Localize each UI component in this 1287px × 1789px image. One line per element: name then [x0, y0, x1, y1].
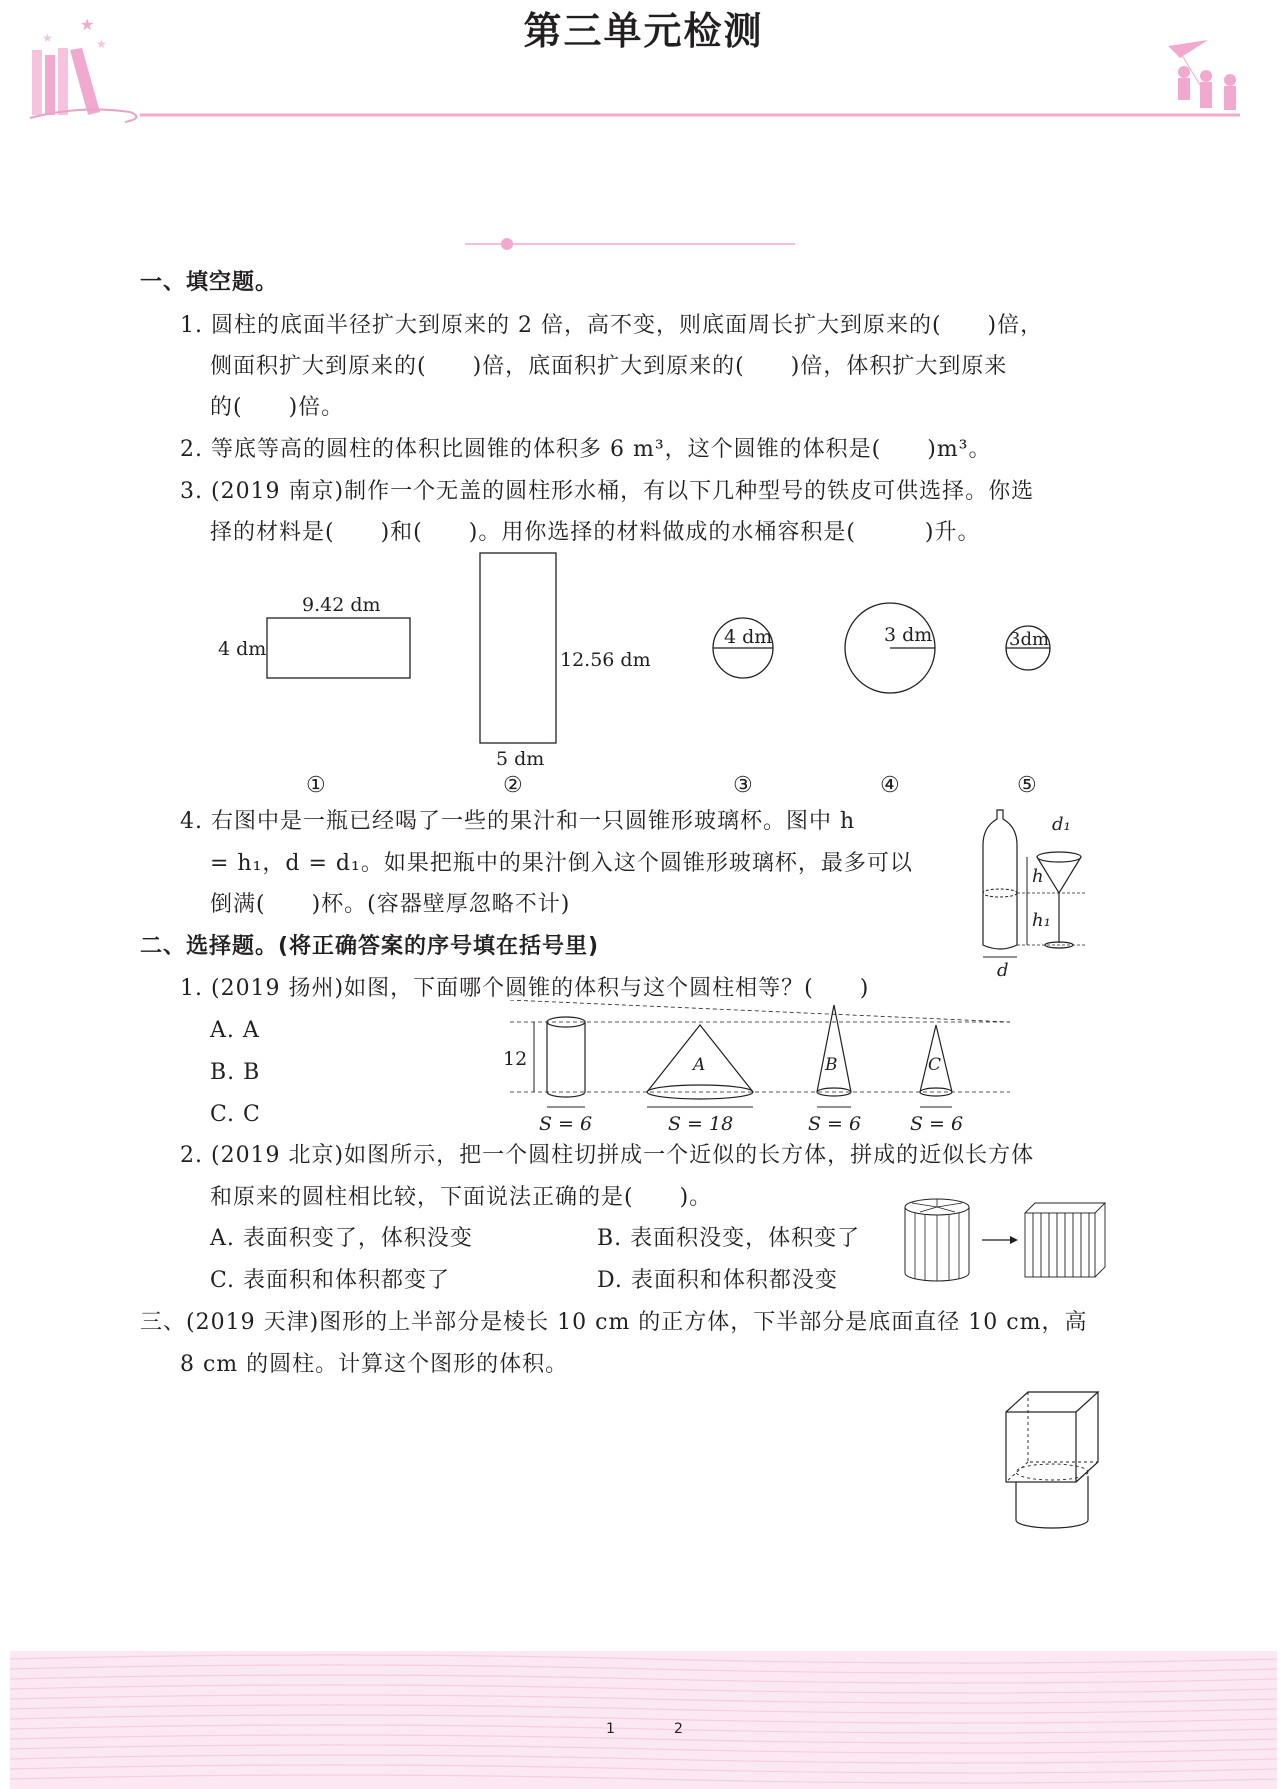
q1-line2: 侧面积扩大到原来的( )倍，底面积扩大到原来的( )倍，体积扩大到原来	[210, 354, 1008, 379]
cone-a-label: A	[693, 1055, 706, 1075]
svg-text:★: ★	[42, 31, 53, 45]
material-rect-1	[267, 618, 410, 678]
figure-number-2: ②	[503, 773, 523, 798]
rect2-width-label: 5 dm	[496, 748, 545, 770]
cylinder-shape	[547, 1017, 585, 1107]
q4-line2: = h₁，d = d₁。如果把瓶中的果汁倒入这个圆锥形玻璃杯，最多可以	[210, 851, 913, 876]
q4-line3: 倒满( )杯。(容器壁厚忽略不计)	[210, 892, 571, 917]
rect2-height-label: 12.56 dm	[560, 649, 651, 671]
footer-background	[10, 1651, 1277, 1789]
cone-b-label: B	[825, 1055, 838, 1075]
cone-c-label: C	[928, 1055, 942, 1075]
q1-line3: 的( )倍。	[210, 395, 345, 420]
s2-q2-line1: 2. (2019 北京)如图所示，把一个圆柱切拼成一个近似的长方体，拼成的近似长方体	[180, 1143, 1035, 1168]
figure-number-5: ⑤	[1017, 773, 1037, 798]
section2-heading: 二、选择题。(将正确答案的序号填在括号里)	[140, 934, 600, 959]
height-12-label: 12	[503, 1048, 528, 1070]
svg-text:★: ★	[80, 15, 95, 34]
header-decoration	[0, 0, 1287, 140]
figure-number-1: ①	[306, 773, 326, 798]
s2-q2-option-b: B. 表面积没变，体积变了	[597, 1226, 861, 1251]
page-number-left: 1	[606, 1721, 615, 1737]
d-label: d	[997, 960, 1009, 981]
q3-line1: 3. (2019 南京)制作一个无盖的圆柱形水桶，有以下几种型号的铁皮可供选择。你选	[180, 479, 1035, 504]
q4-bottle-cup-figure	[975, 805, 1095, 985]
rect1-height-label: 4 dm	[218, 638, 267, 660]
q3-line2: 择的材料是( )和( )。用你选择的材料做成的水桶容积是( )升。	[210, 520, 981, 545]
page-title: 第三单元检测	[523, 9, 764, 53]
rect1-width-label: 9.42 dm	[302, 594, 381, 616]
circle3-label: 4 dm	[724, 626, 773, 648]
s2-q2-line2: 和原来的圆柱相比较，下面说法正确的是( )。	[210, 1185, 713, 1210]
s-cone-b-label: S = 6	[808, 1113, 862, 1135]
s3-line1: 三、(2019 天津)图形的上半部分是棱长 10 cm 的正方体，下半部分是底面直径 10 cm，高	[140, 1310, 1088, 1335]
q2-text: 2. 等底等高的圆柱的体积比圆锥的体积多 6 m³，这个圆锥的体积是( )m³。	[180, 437, 992, 462]
h1-label: h₁	[1032, 910, 1051, 931]
figure-number-3: ③	[733, 773, 753, 798]
s3-line2: 8 cm 的圆柱。计算这个图形的体积。	[180, 1352, 569, 1377]
bottle-icon	[983, 810, 1017, 949]
q3-figure	[200, 545, 1100, 805]
s2-q2-option-a: A. 表面积变了，体积没变	[210, 1226, 473, 1251]
cylinder-to-cuboid-figure	[900, 1195, 1110, 1285]
q1-line1: 1. 圆柱的底面半径扩大到原来的 2 倍，高不变，则底面周长扩大到原来的( )倍，	[180, 313, 1044, 338]
cube-cylinder-figure	[1000, 1390, 1100, 1530]
q4-line1: 4. 右图中是一瓶已经喝了一些的果汁和一只圆锥形玻璃杯。图中 h	[180, 809, 856, 834]
svg-text:★: ★	[96, 37, 107, 51]
s-cone-a-label: S = 18	[668, 1113, 734, 1135]
s2-q1-option-b: B. B	[210, 1060, 261, 1085]
s2-q1-text: 1. (2019 扬州)如图，下面哪个圆锥的体积与这个圆柱相等？( )	[180, 976, 870, 1001]
section1-heading: 一、填空题。	[140, 270, 279, 295]
books-logo-icon	[30, 15, 136, 122]
d1-label: d₁	[1052, 814, 1071, 835]
s-cone-c-label: S = 6	[910, 1113, 964, 1135]
children-kite-icon	[1168, 40, 1236, 110]
material-rect-2	[480, 553, 556, 743]
s2-q1-option-a: A. A	[210, 1018, 260, 1043]
figure-number-4: ④	[880, 773, 900, 798]
circle4-label: 3 dm	[884, 624, 933, 646]
circle5-label: 3dm	[1009, 629, 1050, 650]
s2-q1-option-c: C. C	[210, 1102, 261, 1127]
s2-q2-option-d: D. 表面积和体积都没变	[597, 1268, 838, 1293]
h-label: h	[1032, 866, 1044, 887]
title-underline	[465, 237, 795, 251]
page-number-right: 2	[674, 1721, 683, 1737]
s2-q2-option-c: C. 表面积和体积都变了	[210, 1268, 451, 1293]
s-cylinder-label: S = 6	[539, 1113, 593, 1135]
